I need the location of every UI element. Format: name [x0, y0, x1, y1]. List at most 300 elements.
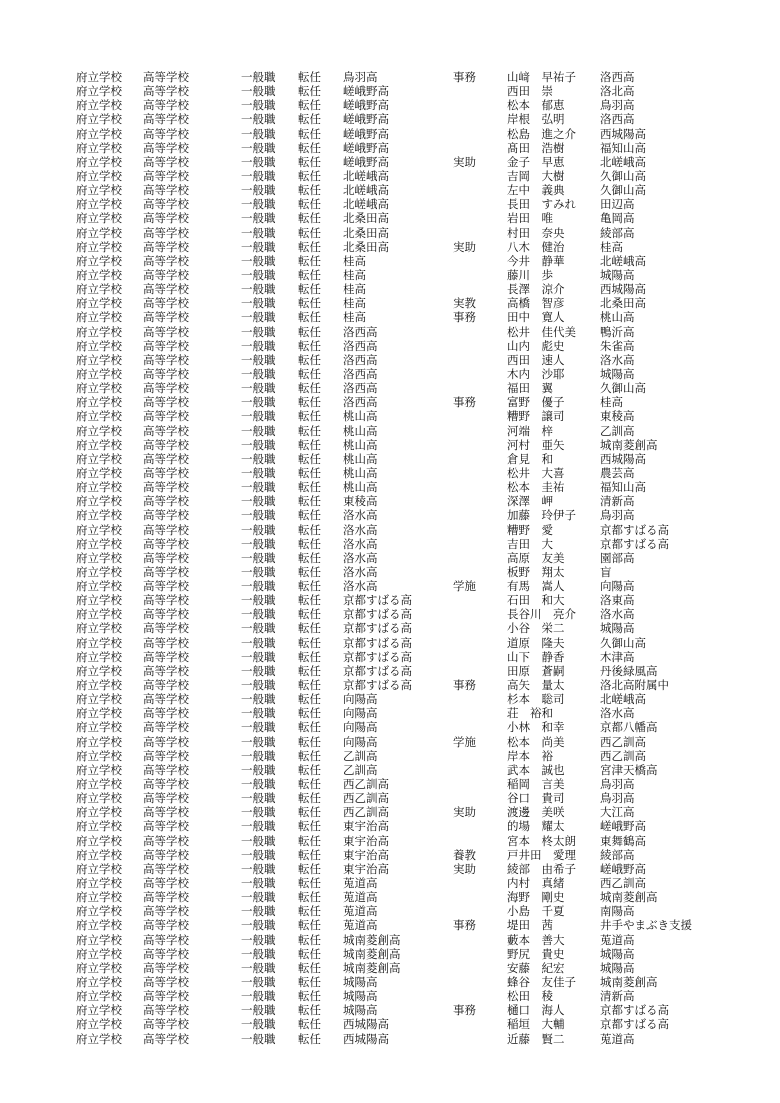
person-name-cell: 左中 義典 [507, 183, 565, 198]
school-type-cell: 高等学校 [143, 904, 189, 919]
from-school-cell: 城陽高 [343, 989, 378, 1004]
job-category-cell: 一般職 [241, 494, 276, 509]
employer-cell: 府立学校 [76, 861, 122, 876]
school-type-cell: 高等学校 [143, 98, 189, 113]
position-cell: 事務 [453, 1003, 476, 1018]
transfer-type-cell: 転任 [298, 833, 321, 848]
job-category-cell: 一般職 [241, 748, 276, 763]
school-type-cell: 高等学校 [143, 692, 189, 707]
job-category-cell: 一般職 [241, 607, 276, 622]
school-type-cell: 高等学校 [143, 989, 189, 1004]
employer-cell: 府立学校 [76, 494, 122, 509]
from-school-cell: 洛西高 [343, 395, 378, 410]
employer-cell: 府立学校 [76, 84, 122, 99]
employer-cell: 府立学校 [76, 904, 122, 919]
job-category-cell: 一般職 [241, 366, 276, 381]
from-school-cell: 東宇治高 [343, 819, 389, 834]
school-type-cell: 高等学校 [143, 352, 189, 367]
position-cell: 実教 [453, 296, 476, 311]
to-school-cell: 宮津天橋高 [600, 762, 658, 777]
from-school-cell: 向陽高 [343, 720, 378, 735]
from-school-cell: 北嵯峨高 [343, 168, 389, 183]
to-school-cell: 北嵯峨高 [600, 692, 646, 707]
job-category-cell: 一般職 [241, 197, 276, 212]
person-name-cell: 西田 速人 [507, 352, 565, 367]
employer-cell: 府立学校 [76, 876, 122, 891]
school-type-cell: 高等学校 [143, 480, 189, 495]
employer-cell: 府立学校 [76, 777, 122, 792]
person-name-cell: 糟野 譲司 [507, 409, 565, 424]
school-type-cell: 高等学校 [143, 310, 189, 325]
job-category-cell: 一般職 [241, 183, 276, 198]
from-school-cell: 洛西高 [343, 366, 378, 381]
transfer-type-cell: 転任 [298, 98, 321, 113]
employer-cell: 府立学校 [76, 762, 122, 777]
employer-cell: 府立学校 [76, 918, 122, 933]
transfer-type-cell: 転任 [298, 267, 321, 282]
transfer-type-cell: 転任 [298, 692, 321, 707]
position-cell: 事務 [453, 310, 476, 325]
transfer-type-cell: 転任 [298, 635, 321, 650]
transfer-type-cell: 転任 [298, 918, 321, 933]
transfer-type-cell: 転任 [298, 253, 321, 268]
job-category-cell: 一般職 [241, 720, 276, 735]
employer-cell: 府立学校 [76, 706, 122, 721]
to-school-cell: 園部高 [600, 550, 635, 565]
from-school-cell: 桂高 [343, 296, 366, 311]
person-name-cell: 海野 剛史 [507, 890, 565, 905]
job-category-cell: 一般職 [241, 635, 276, 650]
person-name-cell: 蜂谷 友佳子 [507, 975, 576, 989]
job-category-cell: 一般職 [241, 762, 276, 777]
to-school-cell: 木津高 [600, 649, 635, 664]
employer-cell: 府立学校 [76, 946, 122, 961]
school-type-cell: 高等学校 [143, 296, 189, 311]
employer-cell: 府立学校 [76, 932, 122, 947]
from-school-cell: 乙訓高 [343, 762, 378, 777]
to-school-cell: 洛東高 [600, 593, 635, 608]
transfer-type-cell: 転任 [298, 324, 321, 339]
to-school-cell: 城陽高 [600, 621, 635, 636]
person-name-cell: 深澤 岬 [507, 494, 553, 509]
job-category-cell: 一般職 [241, 876, 276, 891]
transfer-type-cell: 転任 [298, 960, 321, 975]
transfer-type-cell: 転任 [298, 579, 321, 594]
transfer-type-cell: 転任 [298, 621, 321, 636]
transfer-type-cell: 転任 [298, 663, 321, 678]
transfer-type-cell: 転任 [298, 550, 321, 565]
person-name-cell: 松本 尚美 [507, 734, 565, 749]
employer-cell: 府立学校 [76, 579, 122, 594]
transfer-type-cell: 転任 [298, 296, 321, 311]
school-type-cell: 高等学校 [143, 720, 189, 735]
school-type-cell: 高等学校 [143, 975, 189, 989]
from-school-cell: 嵯峨野高 [343, 126, 389, 141]
from-school-cell: 京都すばる高 [343, 593, 412, 608]
transfer-type-cell: 転任 [298, 395, 321, 410]
to-school-cell: 鳥羽高 [600, 777, 635, 792]
from-school-cell: 洛水高 [343, 522, 378, 537]
to-school-cell: 城陽高 [600, 267, 635, 282]
to-school-cell: 城南菱創高 [600, 890, 658, 905]
transfer-type-cell: 転任 [298, 409, 321, 424]
school-type-cell: 高等学校 [143, 635, 189, 650]
employer-cell: 府立学校 [76, 352, 122, 367]
position-cell: 事務 [453, 395, 476, 410]
position-cell: 学施 [453, 579, 476, 594]
job-category-cell: 一般職 [241, 564, 276, 579]
employer-cell: 府立学校 [76, 678, 122, 693]
to-school-cell: 桂高 [600, 395, 623, 410]
job-category-cell: 一般職 [241, 593, 276, 608]
school-type-cell: 高等学校 [143, 777, 189, 792]
to-school-cell: 綾部高 [600, 847, 635, 862]
person-name-cell: 加藤 玲伊子 [507, 508, 576, 523]
transfer-type-cell: 転任 [298, 140, 321, 155]
person-name-cell: 木内 沙耶 [507, 366, 565, 381]
job-category-cell: 一般職 [241, 296, 276, 311]
to-school-cell: 清新高 [600, 494, 635, 509]
employer-cell: 府立学校 [76, 183, 122, 198]
from-school-cell: 莵道高 [343, 904, 378, 919]
to-school-cell: 桂高 [600, 239, 623, 254]
to-school-cell: 西城陽高 [600, 282, 646, 297]
to-school-cell: 城陽高 [600, 366, 635, 381]
school-type-cell: 高等学校 [143, 338, 189, 353]
job-category-cell: 一般職 [241, 777, 276, 792]
from-school-cell: 桃山高 [343, 437, 378, 452]
job-category-cell: 一般職 [241, 833, 276, 848]
to-school-cell: 久御山高 [600, 381, 646, 396]
school-type-cell: 高等学校 [143, 847, 189, 862]
employer-cell: 府立学校 [76, 635, 122, 650]
from-school-cell: 東宇治高 [343, 847, 389, 862]
person-name-cell: 内村 真緒 [507, 876, 565, 891]
to-school-cell: 亀岡高 [600, 211, 635, 226]
school-type-cell: 高等学校 [143, 833, 189, 848]
to-school-cell: 田辺高 [600, 197, 635, 212]
person-name-cell: 髙田 浩樹 [507, 140, 565, 155]
employer-cell: 府立学校 [76, 253, 122, 268]
employer-cell: 府立学校 [76, 791, 122, 806]
to-school-cell: 福知山高 [600, 480, 646, 495]
employer-cell: 府立学校 [76, 734, 122, 749]
school-type-cell: 高等学校 [143, 564, 189, 579]
person-name-cell: 岸根 弘明 [507, 112, 565, 127]
transfer-type-cell: 転任 [298, 239, 321, 254]
from-school-cell: 京都すばる高 [343, 663, 412, 678]
school-type-cell: 高等学校 [143, 423, 189, 438]
job-category-cell: 一般職 [241, 960, 276, 975]
job-category-cell: 一般職 [241, 381, 276, 396]
to-school-cell: 洛水高 [600, 706, 635, 721]
school-type-cell: 高等学校 [143, 593, 189, 608]
to-school-cell: 久御山高 [600, 183, 646, 198]
to-school-cell: 嵯峨野高 [600, 861, 646, 876]
transfer-type-cell: 転任 [298, 282, 321, 297]
to-school-cell: 清新高 [600, 989, 635, 1004]
from-school-cell: 桂高 [343, 310, 366, 325]
school-type-cell: 高等学校 [143, 649, 189, 664]
person-name-cell: 富野 優子 [507, 395, 565, 410]
to-school-cell: 洛水高 [600, 607, 635, 622]
employer-cell: 府立学校 [76, 126, 122, 141]
employer-cell: 府立学校 [76, 98, 122, 113]
transfer-type-cell: 転任 [298, 932, 321, 947]
from-school-cell: 洛水高 [343, 564, 378, 579]
person-name-cell: 岸本 裕 [507, 748, 553, 763]
from-school-cell: 西乙訓高 [343, 791, 389, 806]
to-school-cell: 莵道高 [600, 1031, 635, 1046]
employer-cell: 府立学校 [76, 847, 122, 862]
school-type-cell: 高等学校 [143, 861, 189, 876]
to-school-cell: 城陽高 [600, 960, 635, 975]
from-school-cell: 鳥羽高 [343, 70, 378, 84]
school-type-cell: 高等学校 [143, 607, 189, 622]
job-category-cell: 一般職 [241, 918, 276, 933]
job-category-cell: 一般職 [241, 663, 276, 678]
school-type-cell: 高等学校 [143, 395, 189, 410]
transfer-type-cell: 転任 [298, 465, 321, 480]
employer-cell: 府立学校 [76, 564, 122, 579]
to-school-cell: 北桑田高 [600, 296, 646, 311]
transfer-type-cell: 転任 [298, 536, 321, 551]
person-name-cell: 吉田 大 [507, 536, 553, 551]
job-category-cell: 一般職 [241, 508, 276, 523]
person-name-cell: 松本 郁恵 [507, 98, 565, 113]
from-school-cell: 東宇治高 [343, 833, 389, 848]
person-name-cell: 安藤 紀宏 [507, 960, 565, 975]
position-cell: 実助 [453, 239, 476, 254]
employer-cell: 府立学校 [76, 211, 122, 226]
transfer-type-cell: 転任 [298, 734, 321, 749]
transfer-type-cell: 転任 [298, 352, 321, 367]
school-type-cell: 高等学校 [143, 154, 189, 169]
job-category-cell: 一般職 [241, 451, 276, 466]
person-name-cell: 河端 梓 [507, 423, 553, 438]
transfer-type-cell: 転任 [298, 437, 321, 452]
job-category-cell: 一般職 [241, 126, 276, 141]
job-category-cell: 一般職 [241, 98, 276, 113]
person-name-cell: 的場 耀太 [507, 819, 565, 834]
school-type-cell: 高等学校 [143, 168, 189, 183]
school-type-cell: 高等学校 [143, 437, 189, 452]
transfer-type-cell: 転任 [298, 649, 321, 664]
job-category-cell: 一般職 [241, 282, 276, 297]
employer-cell: 府立学校 [76, 833, 122, 848]
from-school-cell: 桃山高 [343, 480, 378, 495]
to-school-cell: 城陽高 [600, 946, 635, 961]
from-school-cell: 京都すばる高 [343, 678, 412, 693]
job-category-cell: 一般職 [241, 522, 276, 537]
person-name-cell: 谷口 貴司 [507, 791, 565, 806]
person-name-cell: 今井 静華 [507, 253, 565, 268]
transfer-type-cell: 転任 [298, 183, 321, 198]
transfer-type-cell: 転任 [298, 607, 321, 622]
person-name-cell: 山﨑 早祐子 [507, 70, 576, 84]
transfer-type-cell: 転任 [298, 791, 321, 806]
person-name-cell: 岩田 唯 [507, 211, 553, 226]
school-type-cell: 高等学校 [143, 267, 189, 282]
transfer-type-cell: 転任 [298, 593, 321, 608]
employer-cell: 府立学校 [76, 310, 122, 325]
from-school-cell: 向陽高 [343, 706, 378, 721]
person-name-cell: 長田 すみれ [507, 197, 576, 212]
transfer-type-cell: 転任 [298, 706, 321, 721]
employer-cell: 府立学校 [76, 890, 122, 905]
job-category-cell: 一般職 [241, 678, 276, 693]
to-school-cell: 洛西高 [600, 112, 635, 127]
person-name-cell: 杉本 聡司 [507, 692, 565, 707]
job-category-cell: 一般職 [241, 621, 276, 636]
from-school-cell: 洛水高 [343, 536, 378, 551]
employer-cell: 府立学校 [76, 819, 122, 834]
job-category-cell: 一般職 [241, 239, 276, 254]
from-school-cell: 北嵯峨高 [343, 197, 389, 212]
employer-cell: 府立学校 [76, 1003, 122, 1018]
employer-cell: 府立学校 [76, 975, 122, 989]
to-school-cell: 大江高 [600, 805, 635, 820]
employer-cell: 府立学校 [76, 536, 122, 551]
person-name-cell: 河村 亜矢 [507, 437, 565, 452]
from-school-cell: 北桑田高 [343, 225, 389, 240]
school-type-cell: 高等学校 [143, 522, 189, 537]
from-school-cell: 嵯峨野高 [343, 84, 389, 99]
transfer-type-cell: 転任 [298, 777, 321, 792]
transfer-type-cell: 転任 [298, 154, 321, 169]
person-name-cell: 小林 和幸 [507, 720, 565, 735]
person-name-cell: 糟野 愛 [507, 522, 553, 537]
person-name-cell: 松井 佳代美 [507, 324, 576, 339]
to-school-cell: 西乙訓高 [600, 876, 646, 891]
from-school-cell: 城南菱創高 [343, 946, 401, 961]
school-type-cell: 高等学校 [143, 876, 189, 891]
transfer-type-cell: 転任 [298, 564, 321, 579]
employer-cell: 府立学校 [76, 465, 122, 480]
person-name-cell: 藤川 歩 [507, 267, 553, 282]
to-school-cell: 向陽高 [600, 579, 635, 594]
employer-cell: 府立学校 [76, 409, 122, 424]
person-name-cell: 長澤 涼介 [507, 282, 565, 297]
transfer-type-cell: 転任 [298, 508, 321, 523]
school-type-cell: 高等学校 [143, 197, 189, 212]
job-category-cell: 一般職 [241, 536, 276, 551]
person-name-cell: 有馬 嵩人 [507, 579, 565, 594]
from-school-cell: 西城陽高 [343, 1031, 389, 1046]
person-name-cell: 荘 裕和 [507, 706, 553, 721]
job-category-cell: 一般職 [241, 480, 276, 495]
person-name-cell: 松井 大喜 [507, 465, 565, 480]
employer-cell: 府立学校 [76, 522, 122, 537]
transfer-type-cell: 転任 [298, 70, 321, 84]
employer-cell: 府立学校 [76, 239, 122, 254]
transfer-type-cell: 転任 [298, 805, 321, 820]
transfer-type-cell: 転任 [298, 338, 321, 353]
school-type-cell: 高等学校 [143, 1017, 189, 1032]
from-school-cell: 洛西高 [343, 381, 378, 396]
from-school-cell: 洛水高 [343, 579, 378, 594]
employer-cell: 府立学校 [76, 663, 122, 678]
from-school-cell: 洛西高 [343, 338, 378, 353]
person-name-cell: 石田 和大 [507, 593, 565, 608]
employer-cell: 府立学校 [76, 480, 122, 495]
job-category-cell: 一般職 [241, 324, 276, 339]
job-category-cell: 一般職 [241, 550, 276, 565]
from-school-cell: 莵道高 [343, 918, 378, 933]
job-category-cell: 一般職 [241, 932, 276, 947]
job-category-cell: 一般職 [241, 819, 276, 834]
to-school-cell: 鳥羽高 [600, 791, 635, 806]
from-school-cell: 東宇治高 [343, 861, 389, 876]
employer-cell: 府立学校 [76, 395, 122, 410]
person-name-cell: 村田 奈央 [507, 225, 565, 240]
job-category-cell: 一般職 [241, 904, 276, 919]
to-school-cell: 福知山高 [600, 140, 646, 155]
employer-cell: 府立学校 [76, 692, 122, 707]
from-school-cell: 桃山高 [343, 465, 378, 480]
to-school-cell: 西城陽高 [600, 451, 646, 466]
employer-cell: 府立学校 [76, 437, 122, 452]
employer-cell: 府立学校 [76, 282, 122, 297]
to-school-cell: 久御山高 [600, 635, 646, 650]
employer-cell: 府立学校 [76, 748, 122, 763]
job-category-cell: 一般職 [241, 734, 276, 749]
job-category-cell: 一般職 [241, 649, 276, 664]
transfer-type-cell: 転任 [298, 876, 321, 891]
employer-cell: 府立学校 [76, 989, 122, 1004]
employer-cell: 府立学校 [76, 621, 122, 636]
to-school-cell: 綾部高 [600, 225, 635, 240]
school-type-cell: 高等学校 [143, 381, 189, 396]
transfer-type-cell: 転任 [298, 168, 321, 183]
person-name-cell: 道原 隆夫 [507, 635, 565, 650]
school-type-cell: 高等学校 [143, 918, 189, 933]
from-school-cell: 桃山高 [343, 409, 378, 424]
person-name-cell: 藪本 善大 [507, 932, 565, 947]
transfer-type-cell: 転任 [298, 748, 321, 763]
to-school-cell: 西乙訓高 [600, 734, 646, 749]
transfer-type-cell: 転任 [298, 1031, 321, 1046]
employer-cell: 府立学校 [76, 154, 122, 169]
employer-cell: 府立学校 [76, 1017, 122, 1032]
employer-cell: 府立学校 [76, 70, 122, 84]
employer-cell: 府立学校 [76, 366, 122, 381]
school-type-cell: 高等学校 [143, 663, 189, 678]
school-type-cell: 高等学校 [143, 819, 189, 834]
to-school-cell: 京都すばる高 [600, 1017, 669, 1032]
person-name-cell: 金子 早恵 [507, 154, 565, 169]
from-school-cell: 嵯峨野高 [343, 140, 389, 155]
to-school-cell: 北嵯峨高 [600, 253, 646, 268]
transfer-type-cell: 転任 [298, 989, 321, 1004]
job-category-cell: 一般職 [241, 423, 276, 438]
to-school-cell: 鴨沂高 [600, 324, 635, 339]
person-name-cell: 綾部 由希子 [507, 861, 576, 876]
employer-cell: 府立学校 [76, 197, 122, 212]
transfer-type-cell: 転任 [298, 762, 321, 777]
to-school-cell: 洛北高附属中 [600, 678, 669, 693]
to-school-cell: 井手やまぶき支援 [600, 918, 692, 933]
from-school-cell: 西城陽高 [343, 1017, 389, 1032]
job-category-cell: 一般職 [241, 861, 276, 876]
employer-cell: 府立学校 [76, 550, 122, 565]
transfer-type-cell: 転任 [298, 975, 321, 989]
to-school-cell: 京都八幡高 [600, 720, 658, 735]
person-name-cell: 倉見 和 [507, 451, 553, 466]
job-category-cell: 一般職 [241, 211, 276, 226]
transfer-type-cell: 転任 [298, 197, 321, 212]
to-school-cell: 城南菱創高 [600, 437, 658, 452]
